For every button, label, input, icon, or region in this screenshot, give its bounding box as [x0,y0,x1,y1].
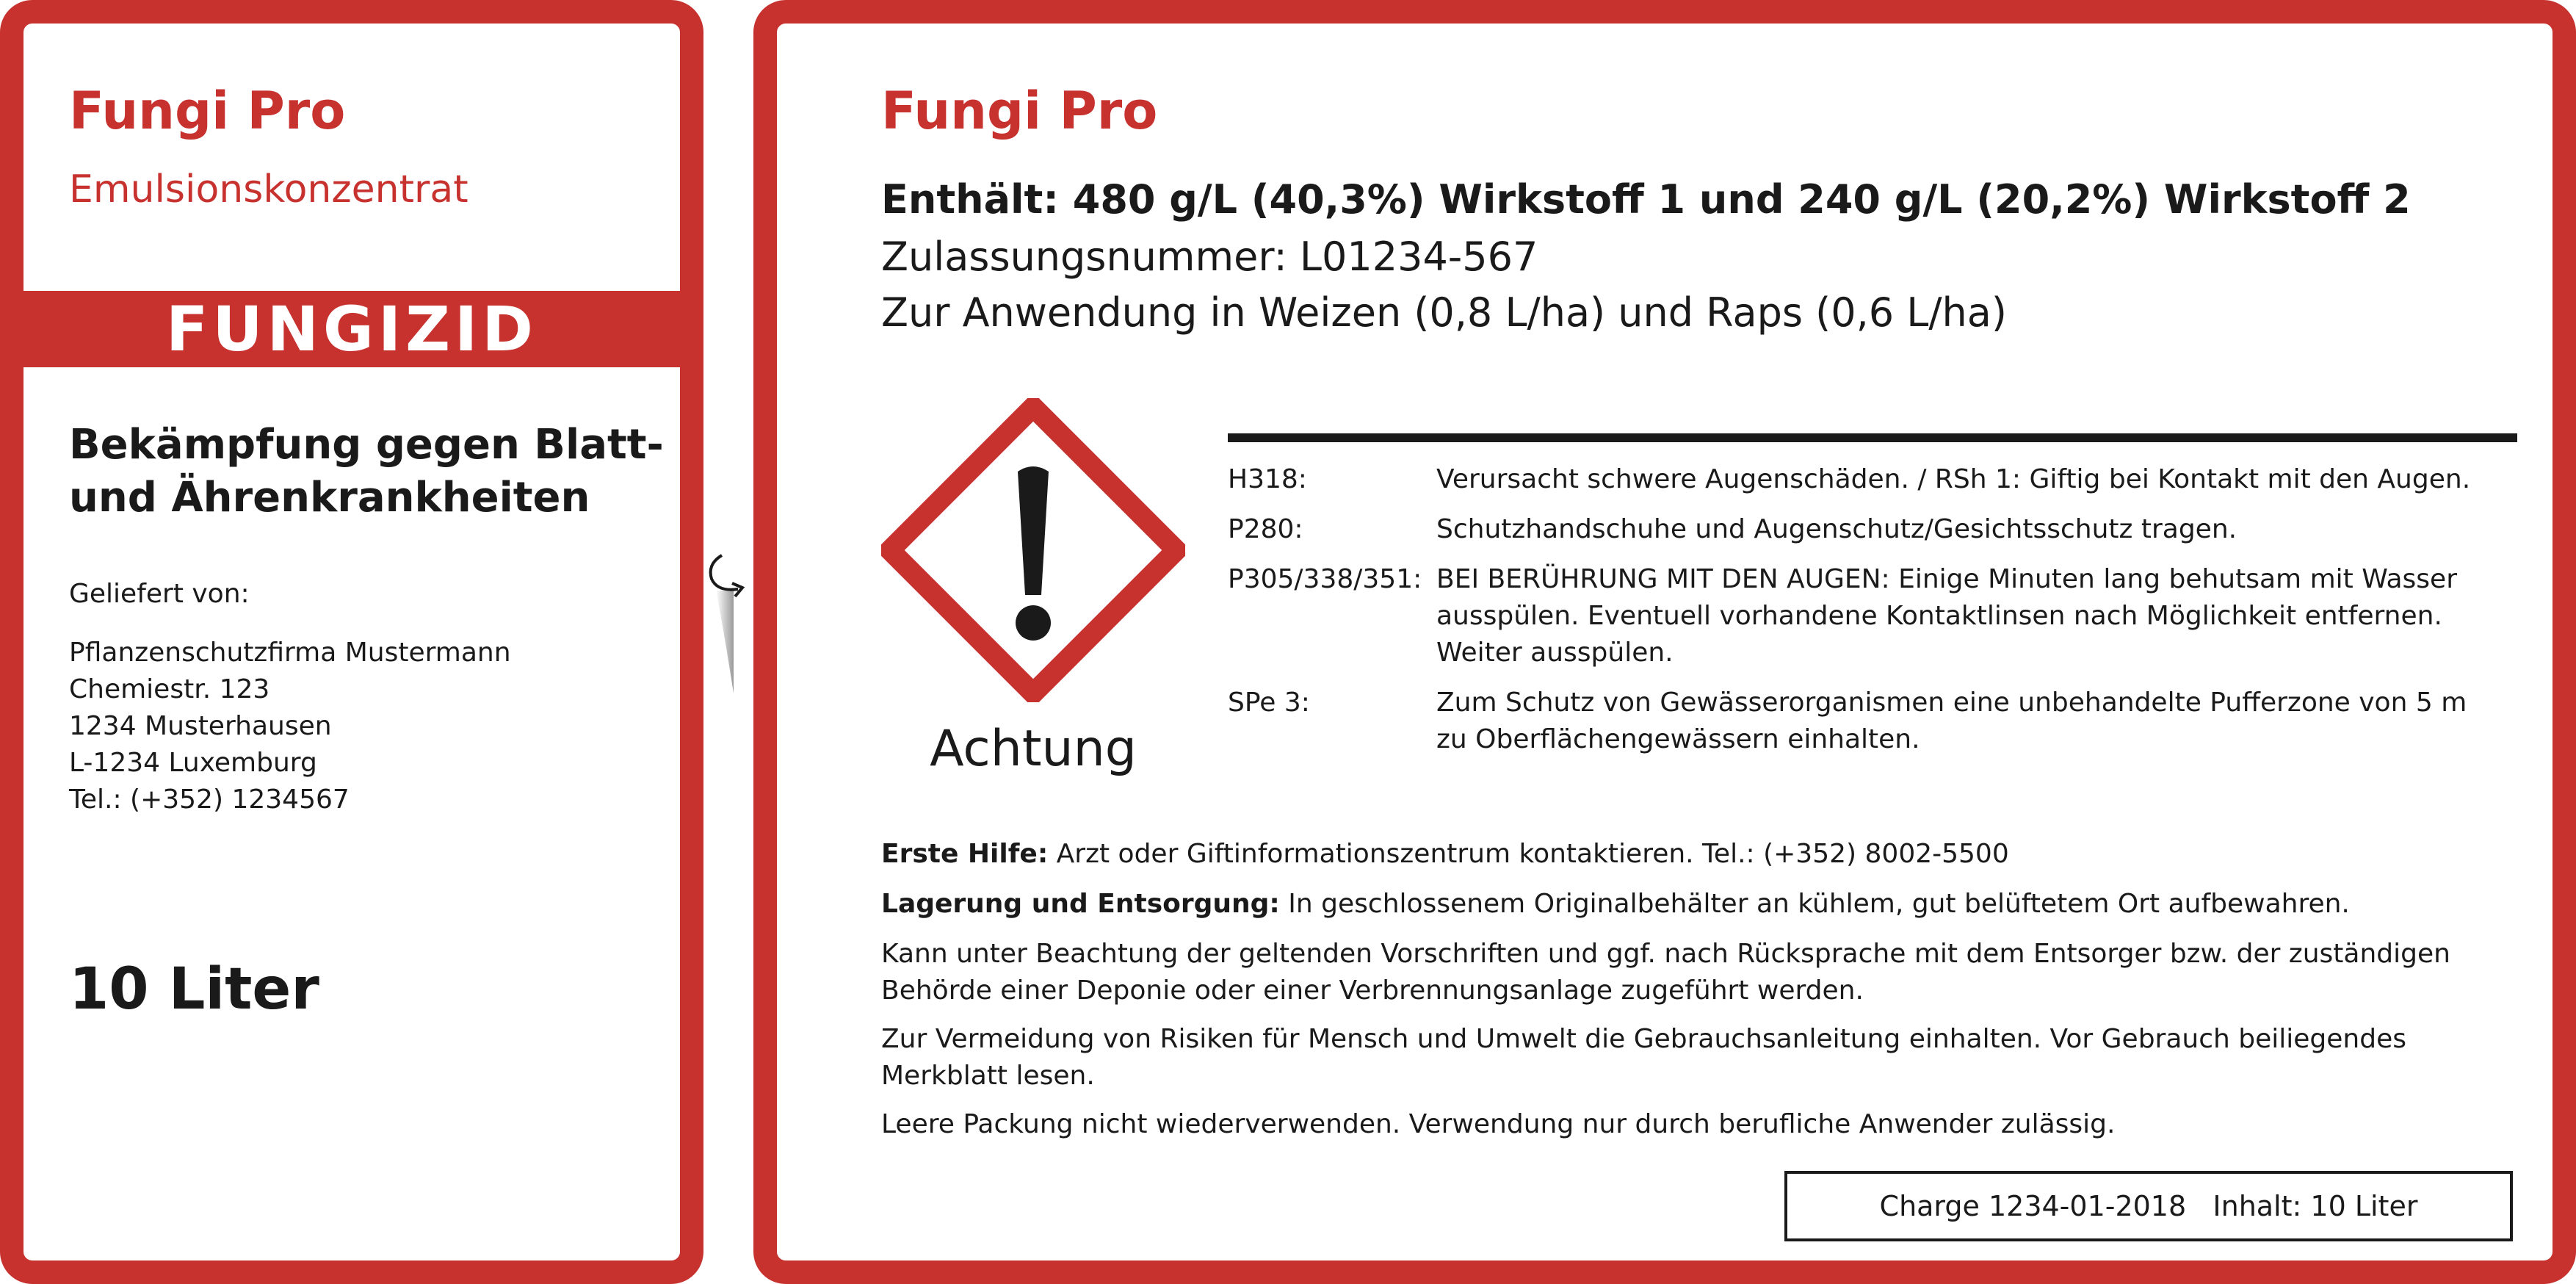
supplied-by-label: Geliefert von: [69,579,250,609]
address-line: Pflanzenschutzfirma Mustermann [69,638,511,668]
hazard-text [1436,685,2516,758]
disposal-info [881,936,2511,1009]
supplier-address [69,635,511,818]
category-label: FUNGIZID [166,293,538,365]
signal-word: Achtung [930,720,1137,778]
storage-label: Lagerung und Entsorgung: [881,889,1280,919]
hazard-text: Schutzhandschuhe und Augenschutz/Gesichtsschutz tragen. [1436,514,2237,544]
product-name: Fungi Pro [881,81,1158,141]
purpose-heading [69,419,664,524]
exclamation-mark-hazard-icon [881,398,1185,702]
storage-text: In geschlossenem Originalbehälter an kühlem, gut belüftetem Ort aufbewahren. [1279,889,2350,919]
active-ingredients: Enthält: 480 g/L (40,3%) Wirkstoff 1 und 240 g/L (20,2%) Wirkstoff 2 [881,176,2411,223]
hazard-text: Verursacht schwere Augenschäden. / RSh 1: Giftig bei Kontakt mit den Augen. [1436,464,2471,494]
left-label-panel [0,0,703,1284]
address-line: 1234 Musterhausen [69,711,332,741]
hazard-code: H318: [1228,464,1307,494]
hazard-code: SPe 3: [1228,688,1310,718]
formulation: Emulsionskonzentrat [69,167,468,212]
risk-line: Zur Vermeidung von Risiken für Mensch und Umwelt die Gebrauchsanleitung einhalten. Vor Gebrauch beiliegendes [881,1024,2406,1054]
address-line: L-1234 Luxemburg [69,748,317,778]
hazard-text-line: Weiter ausspülen. [1436,638,1674,668]
batch-text: Charge 1234-01-2018 Inhalt: 10 Liter [1879,1190,2418,1222]
hazard-code: P280: [1228,514,1303,544]
product-name: Fungi Pro [69,81,346,141]
address-line: Tel.: (+352) 1234567 [69,785,350,815]
risk-info [881,1021,2511,1094]
peel-label-arrow-icon [701,547,760,693]
usage-info: Zur Anwendung in Weizen (0,8 L/ha) und Raps (0,6 L/ha) [881,289,2007,336]
first-aid-text: Arzt oder Giftinformationszentrum kontaktieren. Tel.: (+352) 8002-5500 [1048,839,2009,869]
first-aid-label: Erste Hilfe: [881,839,1049,869]
batch-info [1784,1171,2513,1241]
right-label-panel [753,0,2576,1284]
purpose-line: und Ährenkrankheiten [69,474,590,522]
volume: 10 Liter [69,956,319,1022]
hazard-text-line: BEI BERÜHRUNG MIT DEN AUGEN: Einige Minuten lang behutsam mit Wasser [1436,564,2458,594]
hazard-text [1436,561,2516,671]
disposal-line: Behörde einer Deponie oder einer Verbrennungsanlage zugeführt werden. [881,975,1864,1006]
packaging-note: Leere Packung nicht wiederverwenden. Verwendung nur durch berufliche Anwender zulässig. [881,1109,2116,1139]
risk-line: Merkblatt lesen. [881,1061,1095,1091]
registration-number: Zulassungsnummer: L01234-567 [881,234,1538,280]
hazard-text-line: ausspülen. Eventuell vorhandene Kontaktlinsen nach Möglichkeit entfernen. [1436,601,2442,631]
purpose-line: Bekämpfung gegen Blatt- [69,421,664,469]
category-band [23,291,680,367]
hazard-text-line: zu Oberflächengewässern einhalten. [1436,724,1920,754]
disposal-line: Kann unter Beachtung der geltenden Vorschriften und ggf. nach Rücksprache mit dem Entsorger bzw. der zuständigen [881,939,2450,969]
storage-info [881,886,2511,923]
divider [1228,433,2517,442]
first-aid-info [881,836,2511,873]
hazard-text-line: Zum Schutz von Gewässerorganismen eine unbehandelte Pufferzone von 5 m [1436,688,2467,718]
address-line: Chemiestr. 123 [69,674,270,704]
hazard-code: P305/338/351: [1228,564,1422,594]
